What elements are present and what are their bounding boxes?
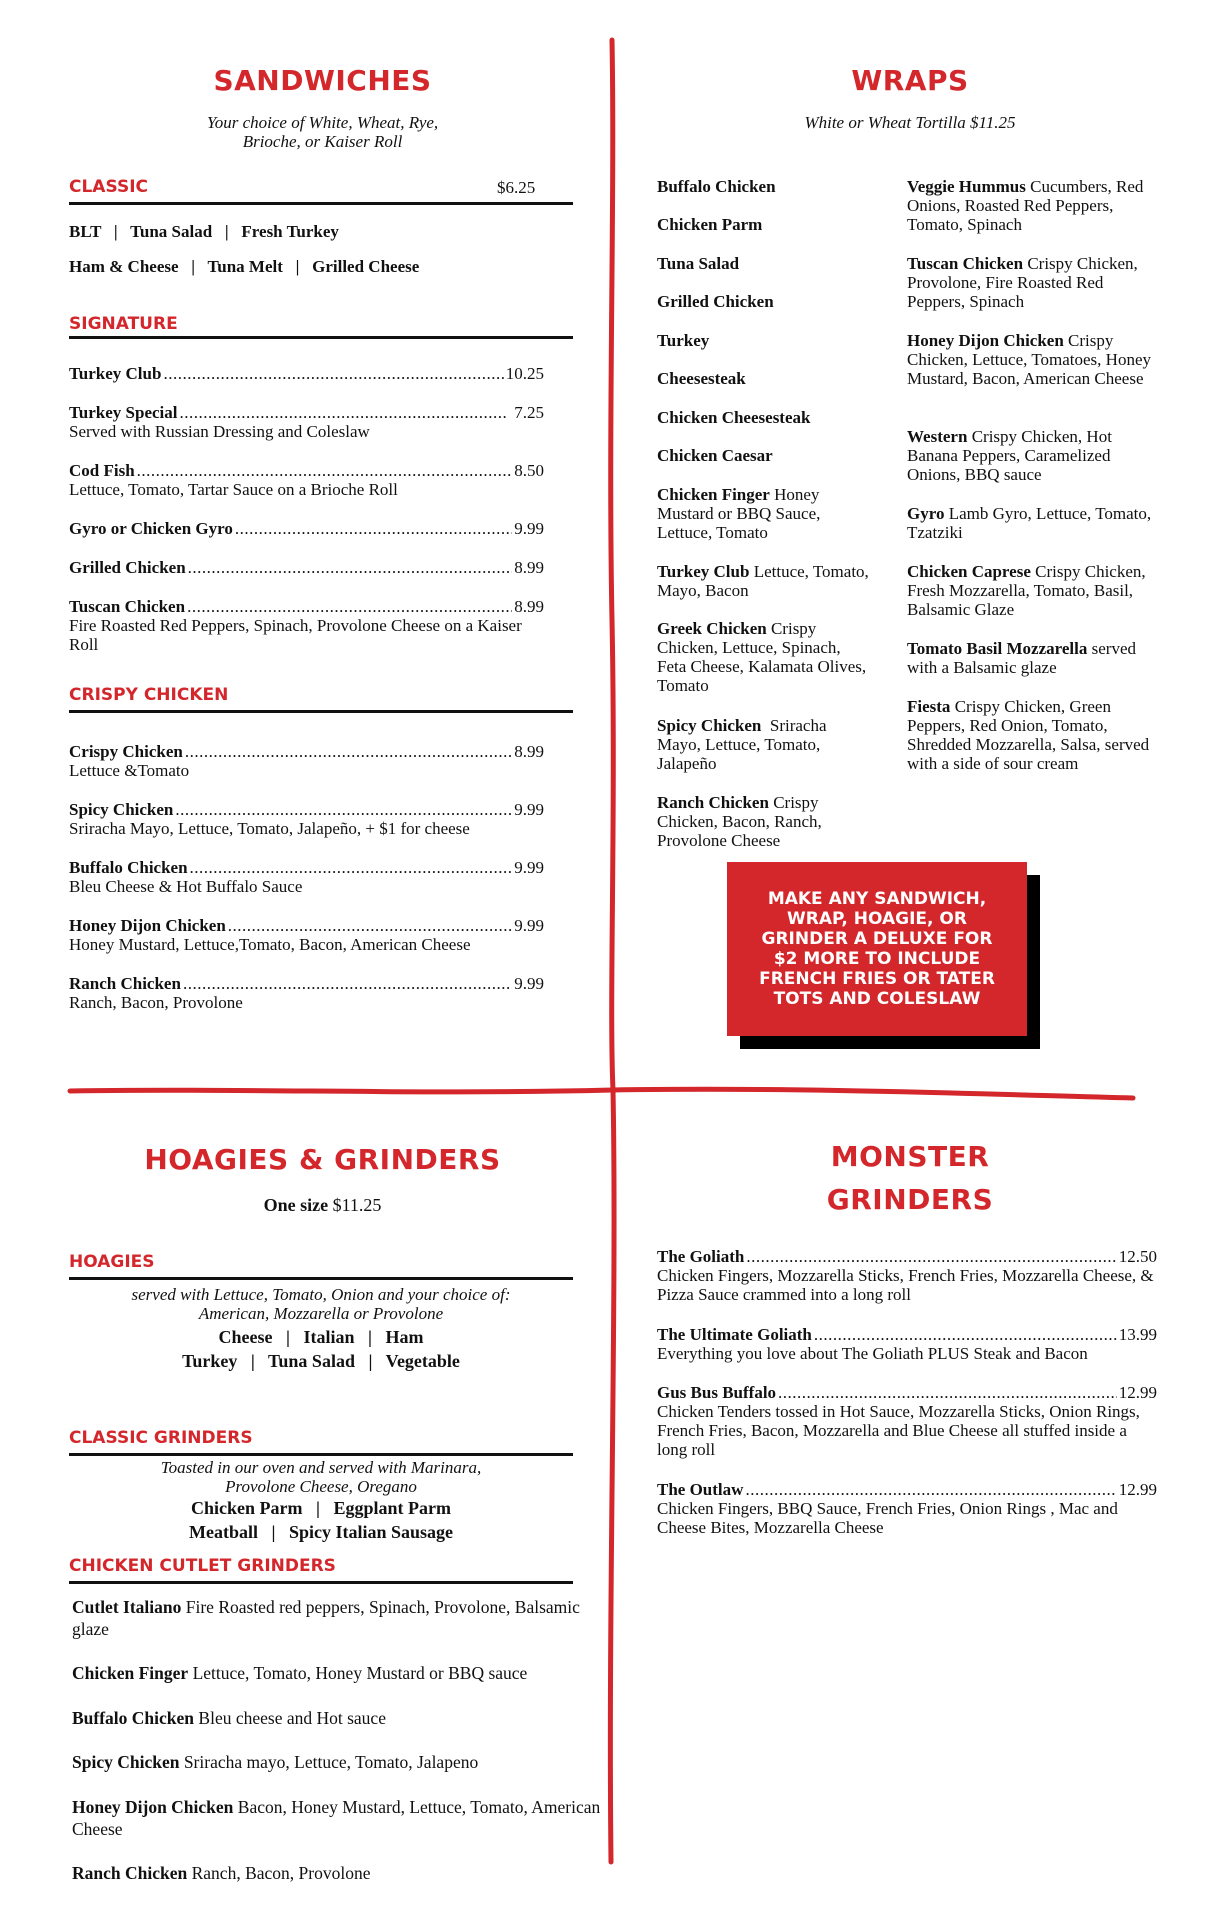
wrap-item: Turkey	[657, 331, 710, 350]
wrap-item: Ranch Chicken Crispy Chicken, Bacon, Ranch, Provolone Cheese	[657, 793, 822, 850]
classic-grinders-note: Toasted in our oven and served with Marinara, Provolone Cheese, Oregano	[160, 1458, 482, 1496]
monster-title-line-1: MONSTER	[830, 1140, 990, 1173]
wrap-item: Fiesta Crispy Chicken, Green Peppers, Red Onion, Tomato, Shredded Mozzarella, Salsa, served with a side of sour cream	[907, 697, 1150, 773]
wrap-item: Tuscan Chicken Crispy Chicken, Provolone, Fire Roasted Red Peppers, Spinach	[907, 254, 1138, 311]
hoagies-line-1: Cheese | Italian | Ham	[218, 1327, 424, 1347]
monster-item: The Goliath ..... 12.50 Chicken Fingers, Mozzarella Sticks, French Fries, Mozzarella Cheese, & Pizza Sauce crammed into a long roll	[657, 1247, 1157, 1304]
menu-item: Ranch Chicken ..... 9.99 Ranch, Bacon, Provolone	[69, 974, 544, 1012]
wrap-item: Spicy Chicken Sriracha Mayo, Lettuce, Tomato, Jalapeño	[657, 716, 831, 773]
vertical-divider	[610, 40, 614, 1862]
classic-line-2: Ham & Cheese | Tuna Melt | Grilled Cheese	[69, 257, 420, 276]
menu-item: Tuscan Chicken ..... 8.99 Fire Roasted Red Peppers, Spinach, Provolone Cheese on a Kaiser Roll	[69, 597, 544, 654]
signature-rule	[69, 336, 573, 339]
cutlet-item: Honey Dijon Chicken Bacon, Honey Mustard, Lettuce, Tomato, American Cheese	[72, 1797, 601, 1839]
sandwiches-note: Your choice of White, Wheat, Rye, Brioche, or Kaiser Roll	[206, 113, 439, 151]
classic-grinders-rule	[69, 1453, 573, 1456]
crispy-heading: CRISPY CHICKEN	[69, 685, 229, 705]
wrap-item: Chicken Caesar	[657, 446, 773, 465]
wrap-item: Tomato Basil Mozzarella served with a Balsamic glaze	[907, 639, 1136, 677]
hoagies-note: served with Lettuce, Tomato, Onion and your choice of: American, Mozzarella or Provolone	[131, 1285, 511, 1323]
menu-item: Turkey Special ..... 7.25 Served with Russian Dressing and Coleslaw	[69, 403, 544, 441]
wrap-item: Gyro Lamb Gyro, Lettuce, Tomato, Tzatziki	[907, 504, 1152, 542]
cutlet-heading: CHICKEN CUTLET GRINDERS	[69, 1556, 336, 1576]
wrap-item: Western Crispy Chicken, Hot Banana Peppers, Caramelized Onions, BBQ sauce	[907, 427, 1112, 484]
signature-heading: SIGNATURE	[69, 314, 178, 334]
cutlet-item: Buffalo Chicken Bleu cheese and Hot sauce	[72, 1708, 386, 1728]
classic-heading: CLASSIC	[69, 177, 148, 197]
cutlet-item: Spicy Chicken Sriracha mayo, Lettuce, Tomato, Jalapeno	[72, 1752, 479, 1772]
cutlet-item: Cutlet Italiano Fire Roasted red peppers, Spinach, Provolone, Balsamic glaze	[72, 1597, 580, 1639]
crispy-rule	[69, 710, 573, 713]
wrap-item: Turkey Club Lettuce, Tomato, Mayo, Bacon	[657, 562, 869, 600]
wrap-item: Chicken Finger Honey Mustard or BBQ Sauce, Lettuce, Tomato	[657, 485, 821, 542]
hoagies-line-2: Turkey | Tuna Salad | Vegetable	[182, 1351, 460, 1371]
wrap-item: Honey Dijon Chicken Crispy Chicken, Lettuce, Tomatoes, Honey Mustard, Bacon, American Cheese	[907, 331, 1151, 388]
menu-item: Honey Dijon Chicken ..... 9.99 Honey Mustard, Lettuce,Tomato, Bacon, American Cheese	[69, 916, 544, 954]
classic-rule	[69, 202, 573, 205]
monster-item: The Outlaw ..... 12.99 Chicken Fingers, BBQ Sauce, French Fries, Onion Rings , Mac and Cheese Bites, Mozzarella Cheese	[657, 1480, 1157, 1537]
wrap-item: Tuna Salad	[657, 254, 740, 273]
wrap-item: Greek Chicken Crispy Chicken, Lettuce, Spinach, Feta Cheese, Kalamata Olives, Tomato	[657, 619, 867, 695]
hoagies-rule	[69, 1277, 573, 1280]
monster-title-line-2: GRINDERS	[826, 1183, 994, 1216]
classic-grinders-line-1: Chicken Parm | Eggplant Parm	[191, 1498, 451, 1518]
menu-item: Turkey Club ..... 10.25	[69, 364, 544, 383]
wrap-item: Buffalo Chicken	[657, 177, 776, 196]
menu-item: Cod Fish ..... 8.50 Lettuce, Tomato, Tartar Sauce on a Brioche Roll	[69, 461, 544, 499]
menu-item: Gyro or Chicken Gyro ..... 9.99	[69, 519, 544, 538]
wraps-title: WRAPS	[851, 64, 969, 97]
hoagies-size: One size $11.25	[263, 1195, 382, 1215]
menu-item: Grilled Chicken ..... 8.99	[69, 558, 544, 577]
menu-item: Crispy Chicken ..... 8.99 Lettuce &Tomato	[69, 742, 544, 780]
wraps-note: White or Wheat Tortilla $11.25	[804, 113, 1016, 132]
sandwiches-title: SANDWICHES	[213, 64, 432, 97]
classic-grinders-line-2: Meatball | Spicy Italian Sausage	[189, 1522, 453, 1542]
wrap-item: Cheesesteak	[657, 369, 746, 388]
classic-price: $6.25	[497, 178, 536, 197]
wrap-item: Chicken Cheesesteak	[657, 408, 811, 427]
menu-item: Buffalo Chicken ..... 9.99 Bleu Cheese & Hot Buffalo Sauce	[69, 858, 544, 896]
cutlet-item: Chicken Finger Lettuce, Tomato, Honey Mustard or BBQ sauce	[72, 1663, 528, 1683]
hoagies-heading: HOAGIES	[69, 1252, 155, 1272]
wrap-item: Chicken Parm	[657, 215, 763, 234]
classic-grinders-heading: CLASSIC GRINDERS	[69, 1428, 253, 1448]
monster-item: The Ultimate Goliath ..... 13.99 Everything you love about The Goliath PLUS Steak and Bacon	[657, 1325, 1157, 1363]
horizontal-divider	[70, 1089, 1133, 1098]
wrap-item: Grilled Chicken	[657, 292, 774, 311]
cutlet-item: Ranch Chicken Ranch, Bacon, Provolone	[72, 1863, 371, 1883]
wrap-item: Chicken Caprese Crispy Chicken, Fresh Mozzarella, Tomato, Basil, Balsamic Glaze	[907, 562, 1146, 619]
hoagies-title: HOAGIES & GRINDERS	[144, 1143, 501, 1176]
cutlet-rule	[69, 1581, 573, 1584]
monster-item: Gus Bus Buffalo ..... 12.99 Chicken Tenders tossed in Hot Sauce, Mozzarella Sticks, Onion Rings, French Fries, Bacon, Mozzarella and Blue Cheese all stuffed inside a long roll	[657, 1383, 1157, 1459]
classic-line-1: BLT | Tuna Salad | Fresh Turkey	[69, 222, 339, 241]
deluxe-promo-box: MAKE ANY SANDWICH, WRAP, HOAGIE, OR GRINDER A DELUXE FOR $2 MORE TO INCLUDE FRENCH FRIES OR TATER TOTS AND COLESLAW	[727, 862, 1027, 1036]
menu-item: Spicy Chicken ..... 9.99 Sriracha Mayo, Lettuce, Tomato, Jalapeño, + $1 for cheese	[69, 800, 544, 838]
wrap-item: Veggie Hummus Cucumbers, Red Onions, Roasted Red Peppers, Tomato, Spinach	[907, 177, 1144, 234]
